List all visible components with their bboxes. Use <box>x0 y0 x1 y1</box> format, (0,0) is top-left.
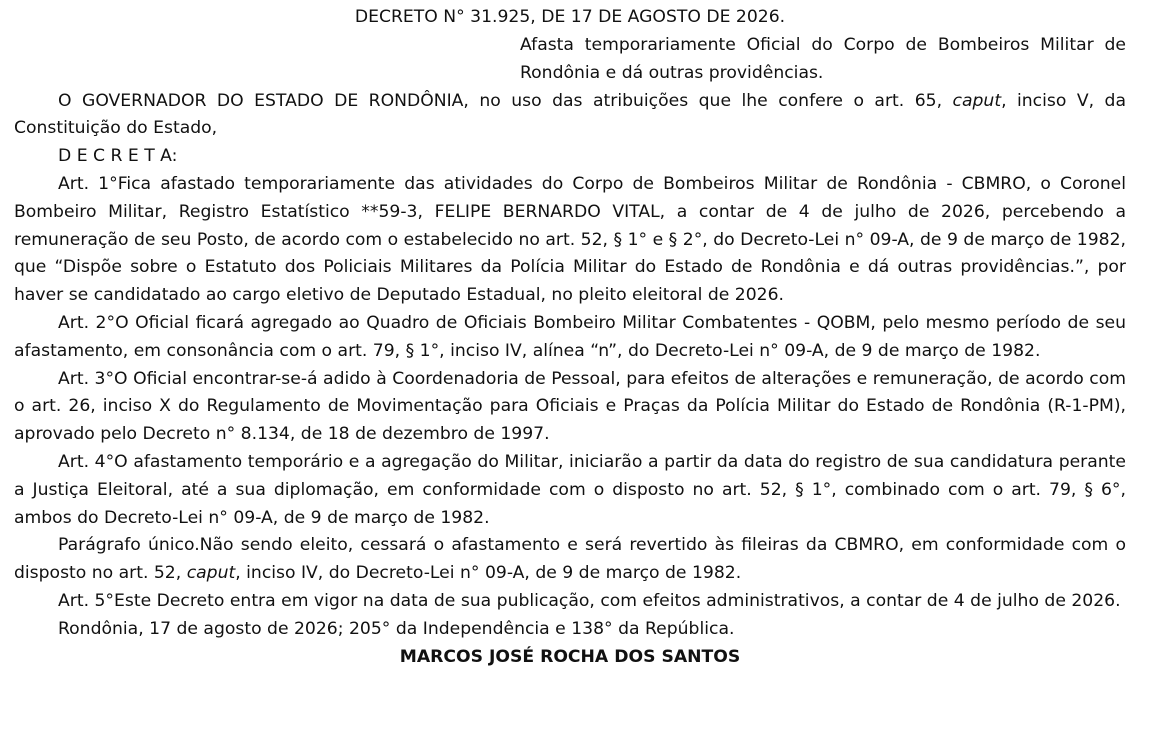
decree-ementa: Afasta temporariamente Oficial do Corpo de Bombeiros Militar de Rondônia e dá outras providências. <box>520 35 1126 83</box>
preamble-text-start: O GOVERNADOR DO ESTADO DE RONDÔNIA, no uso das atribuições que lhe confere o art. 65, <box>58 90 953 111</box>
governor-signature: MARCOS JOSÉ ROCHA DOS SANTOS <box>399 646 741 667</box>
closing-line: Rondônia, 17 de agosto de 2026; 205° da Independência e 138° da República. <box>58 618 735 639</box>
preamble-caput: caput <box>952 90 1002 111</box>
article-1: Art. 1°Fica afastado temporariamente das atividades do Corpo de Bombeiros Militar de Rondônia - CBMRO, o Coronel Bombeiro Militar, Registro Estatístico **59-3, FELIPE BERNARDO VITAL, a contar de 4 de julho de 2026, percebendo a remuneração de seu Posto, de acordo com o estabelecido no art. 52, § 1° e § 2°, do Decreto-Lei n° 09-A, de 9 de março de 1982, que “Dispõe sobre o Estatuto dos Policiais Militares da Polícia Militar do Estado de Rondônia e dá outras providências.”, por haver se candidatado ao cargo eletivo de Deputado Estadual, no pleito eleitoral de 2026. <box>14 173 1126 306</box>
article-4: Art. 4°O afastamento temporário e a agregação do Militar, iniciarão a partir da data do registro de sua candidatura perante a Justiça Eleitoral, até a sua diplomação, em conformidade com o disposto no art. 52, § 1°, combinado com o art. 79, § 6°, ambos do Decreto-Lei n° 09-A, de 9 de março de 1982. <box>14 451 1126 528</box>
article-3: Art. 3°O Oficial encontrar-se-á adido à Coordenadoria de Pessoal, para efeitos de alterações e remuneração, de acordo com o art. 26, inciso X do Regulamento de Movimentação para Oficiais e Praças da Polícia Militar do Estado de Rondônia (R-1-PM), aprovado pelo Decreto n° 8.134, de 18 de dezembro de 1997. <box>14 368 1126 445</box>
article-2: Art. 2°O Oficial ficará agregado ao Quadro de Oficiais Bombeiro Militar Combatentes - QOBM, pelo mesmo período de seu afastamento, em consonância com o art. 79, § 1°, inciso IV, alínea “n”, do Decreto-Lei n° 09-A, de 9 de março de 1982. <box>14 312 1126 361</box>
decree-preamble <box>14 88 1126 144</box>
paragrafo-unico-text-end: , inciso IV, do Decreto-Lei n° 09-A, de 9 de março de 1982. <box>235 563 742 584</box>
paragrafo-unico-text-start: Parágrafo único.Não sendo eleito, cessará o afastamento e será revertido às fileiras da CBMRO, em conformidade com o disposto no art. 52, <box>14 535 1126 584</box>
article-5: Art. 5°Este Decreto entra em vigor na data de sua publicação, com efeitos administrativos, a contar de 4 de julho de 2026. <box>58 590 1121 611</box>
paragrafo-unico <box>14 532 1126 588</box>
decree-decreta: D E C R E T A: <box>58 146 178 167</box>
preamble-text-end: , inciso V, da Constituição do Estado, <box>14 90 1126 139</box>
paragrafo-unico-caput: caput <box>186 563 236 584</box>
decree-title: DECRETO N° 31.925, DE 17 DE AGOSTO DE 2026. <box>354 7 786 27</box>
decree-document <box>14 0 1126 671</box>
